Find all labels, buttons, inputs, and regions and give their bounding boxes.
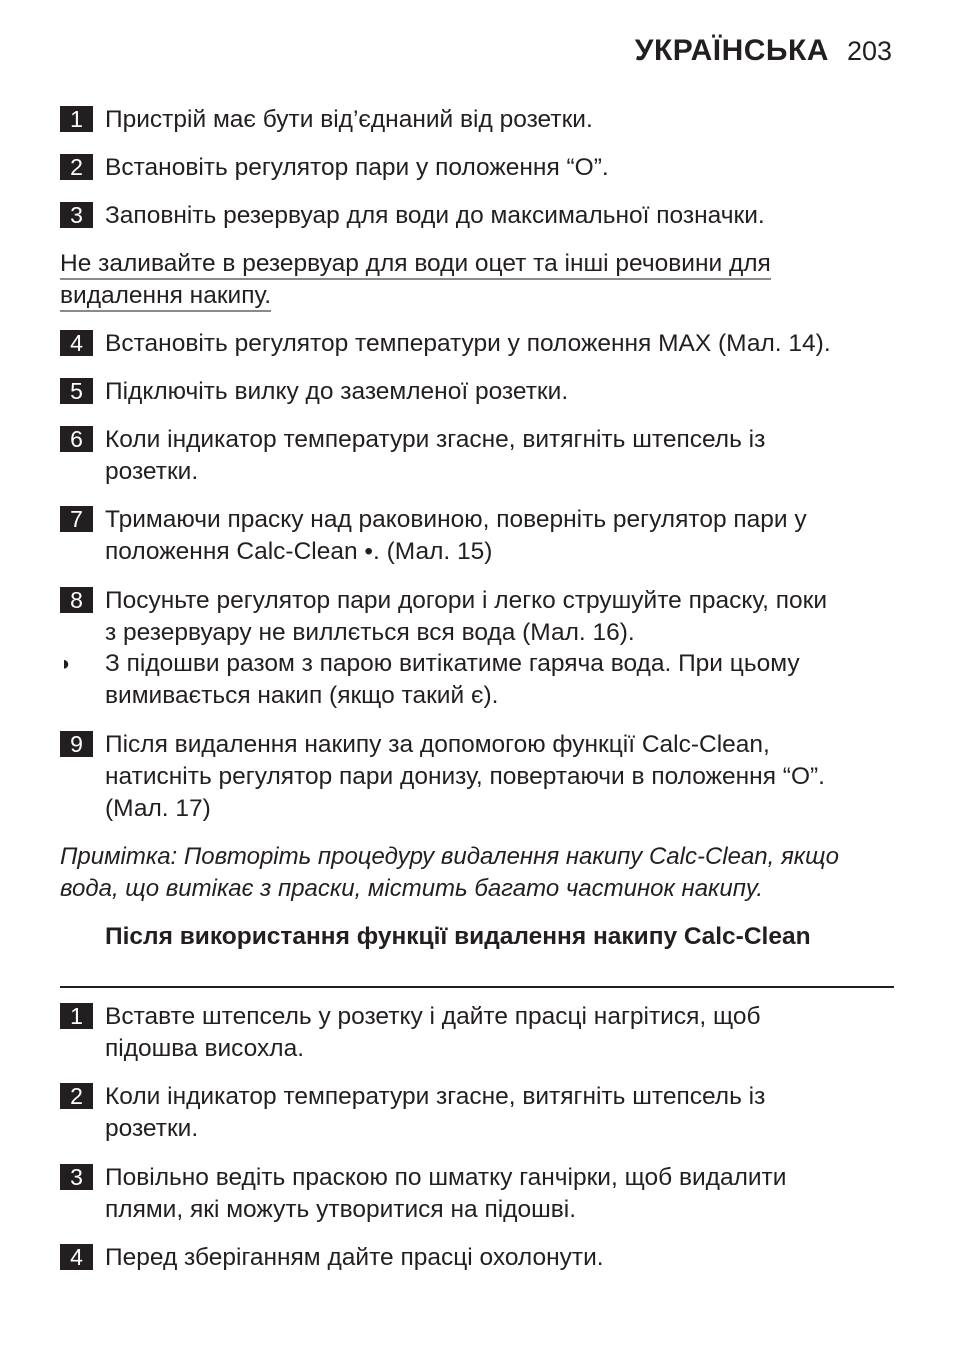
page-number: 203 [846, 36, 892, 66]
step-number-box: 4 [60, 330, 93, 356]
warning-line-1: Не заливайте в резервуар для води оцет та інші речовини для [60, 250, 771, 280]
step-item [60, 328, 900, 360]
step-number-box: 5 [60, 378, 93, 404]
step-item [60, 376, 900, 408]
step-item [60, 585, 900, 649]
warning-text [60, 248, 850, 312]
step-item [60, 424, 900, 488]
step-item [60, 152, 900, 184]
step-number-box: 3 [60, 1164, 93, 1190]
step-item [60, 1162, 900, 1226]
step-text: Пристрій має бути від’єднаний від розетки. [105, 106, 593, 133]
step-number-box: 7 [60, 506, 93, 532]
page-header [635, 34, 892, 74]
step-item [60, 1081, 900, 1145]
step-text: Перед зберіганням дайте прасці охолонути. [105, 1244, 604, 1271]
step-text: Вставте штепсель у розетку і дайте прасці нагрітися, щоб підошва висохла. [105, 1003, 761, 1062]
step-number-box: 1 [60, 1003, 93, 1029]
step-number-box: 2 [60, 1083, 93, 1109]
step-number-box: 4 [60, 1244, 93, 1270]
section-heading: Після використання функції видалення накипу Calc-Clean [105, 923, 811, 950]
step-text: Повільно ведіть праскою по шматку ганчірки, щоб видалити плями, які можуть утворитися на підошві. [105, 1164, 787, 1223]
step-item [60, 200, 900, 232]
step-number-box: 6 [60, 426, 93, 452]
step-text: Посуньте регулятор пари догори і легко струшуйте праску, поки з резервуару не виллється вся вода (Мал. 16). [105, 587, 828, 646]
step-item [60, 1001, 900, 1065]
step-text: Заповніть резервуар для води до максимальної позначки. [105, 202, 765, 229]
bullet-text: З підошви разом з парою витікатиме гаряча вода. При цьому вимивається накип (якщо такий є). [105, 650, 800, 709]
step-number-box: 9 [60, 731, 93, 757]
step-item [60, 504, 900, 568]
step-text: Тримаючи праску над раковиною, поверніть регулятор пари у положення Calc-Clean •. (Мал. 15) [105, 506, 807, 565]
bullet-icon: ◗ [60, 653, 73, 675]
step-item [60, 729, 900, 825]
language-heading: УКРАЇНСЬКА [634, 34, 829, 67]
step-number-box: 8 [60, 587, 93, 613]
note-text: Примітка: Повторіть процедуру видалення накипу Calc-Clean, якщо вода, що витікає з праски, містить багато частинок накипу. [60, 843, 839, 902]
step-text: Встановіть регулятор температури у положення MAX (Мал. 14). [105, 330, 831, 357]
step-text: Встановіть регулятор пари у положення “O”. [105, 154, 609, 181]
warning-line-2: видалення накипу. [60, 282, 271, 312]
step-text: Коли індикатор температури згасне, витягніть штепсель із розетки. [105, 1083, 766, 1142]
step-text: Коли індикатор температури згасне, витягніть штепсель із розетки. [105, 426, 766, 485]
step-number-box: 1 [60, 106, 93, 132]
section-divider [60, 986, 894, 988]
step-text: Підключіть вилку до заземленої розетки. [105, 378, 569, 405]
step-item [60, 1242, 900, 1274]
step-number-box: 2 [60, 154, 93, 180]
step-text: Після видалення накипу за допомогою функції Calc-Clean, натисніть регулятор пари донизу, повертаючи в положення “O”. (Мал. 17) [105, 731, 825, 822]
step-number-box: 3 [60, 202, 93, 228]
step-item [60, 104, 900, 136]
bullet-item [60, 648, 900, 712]
